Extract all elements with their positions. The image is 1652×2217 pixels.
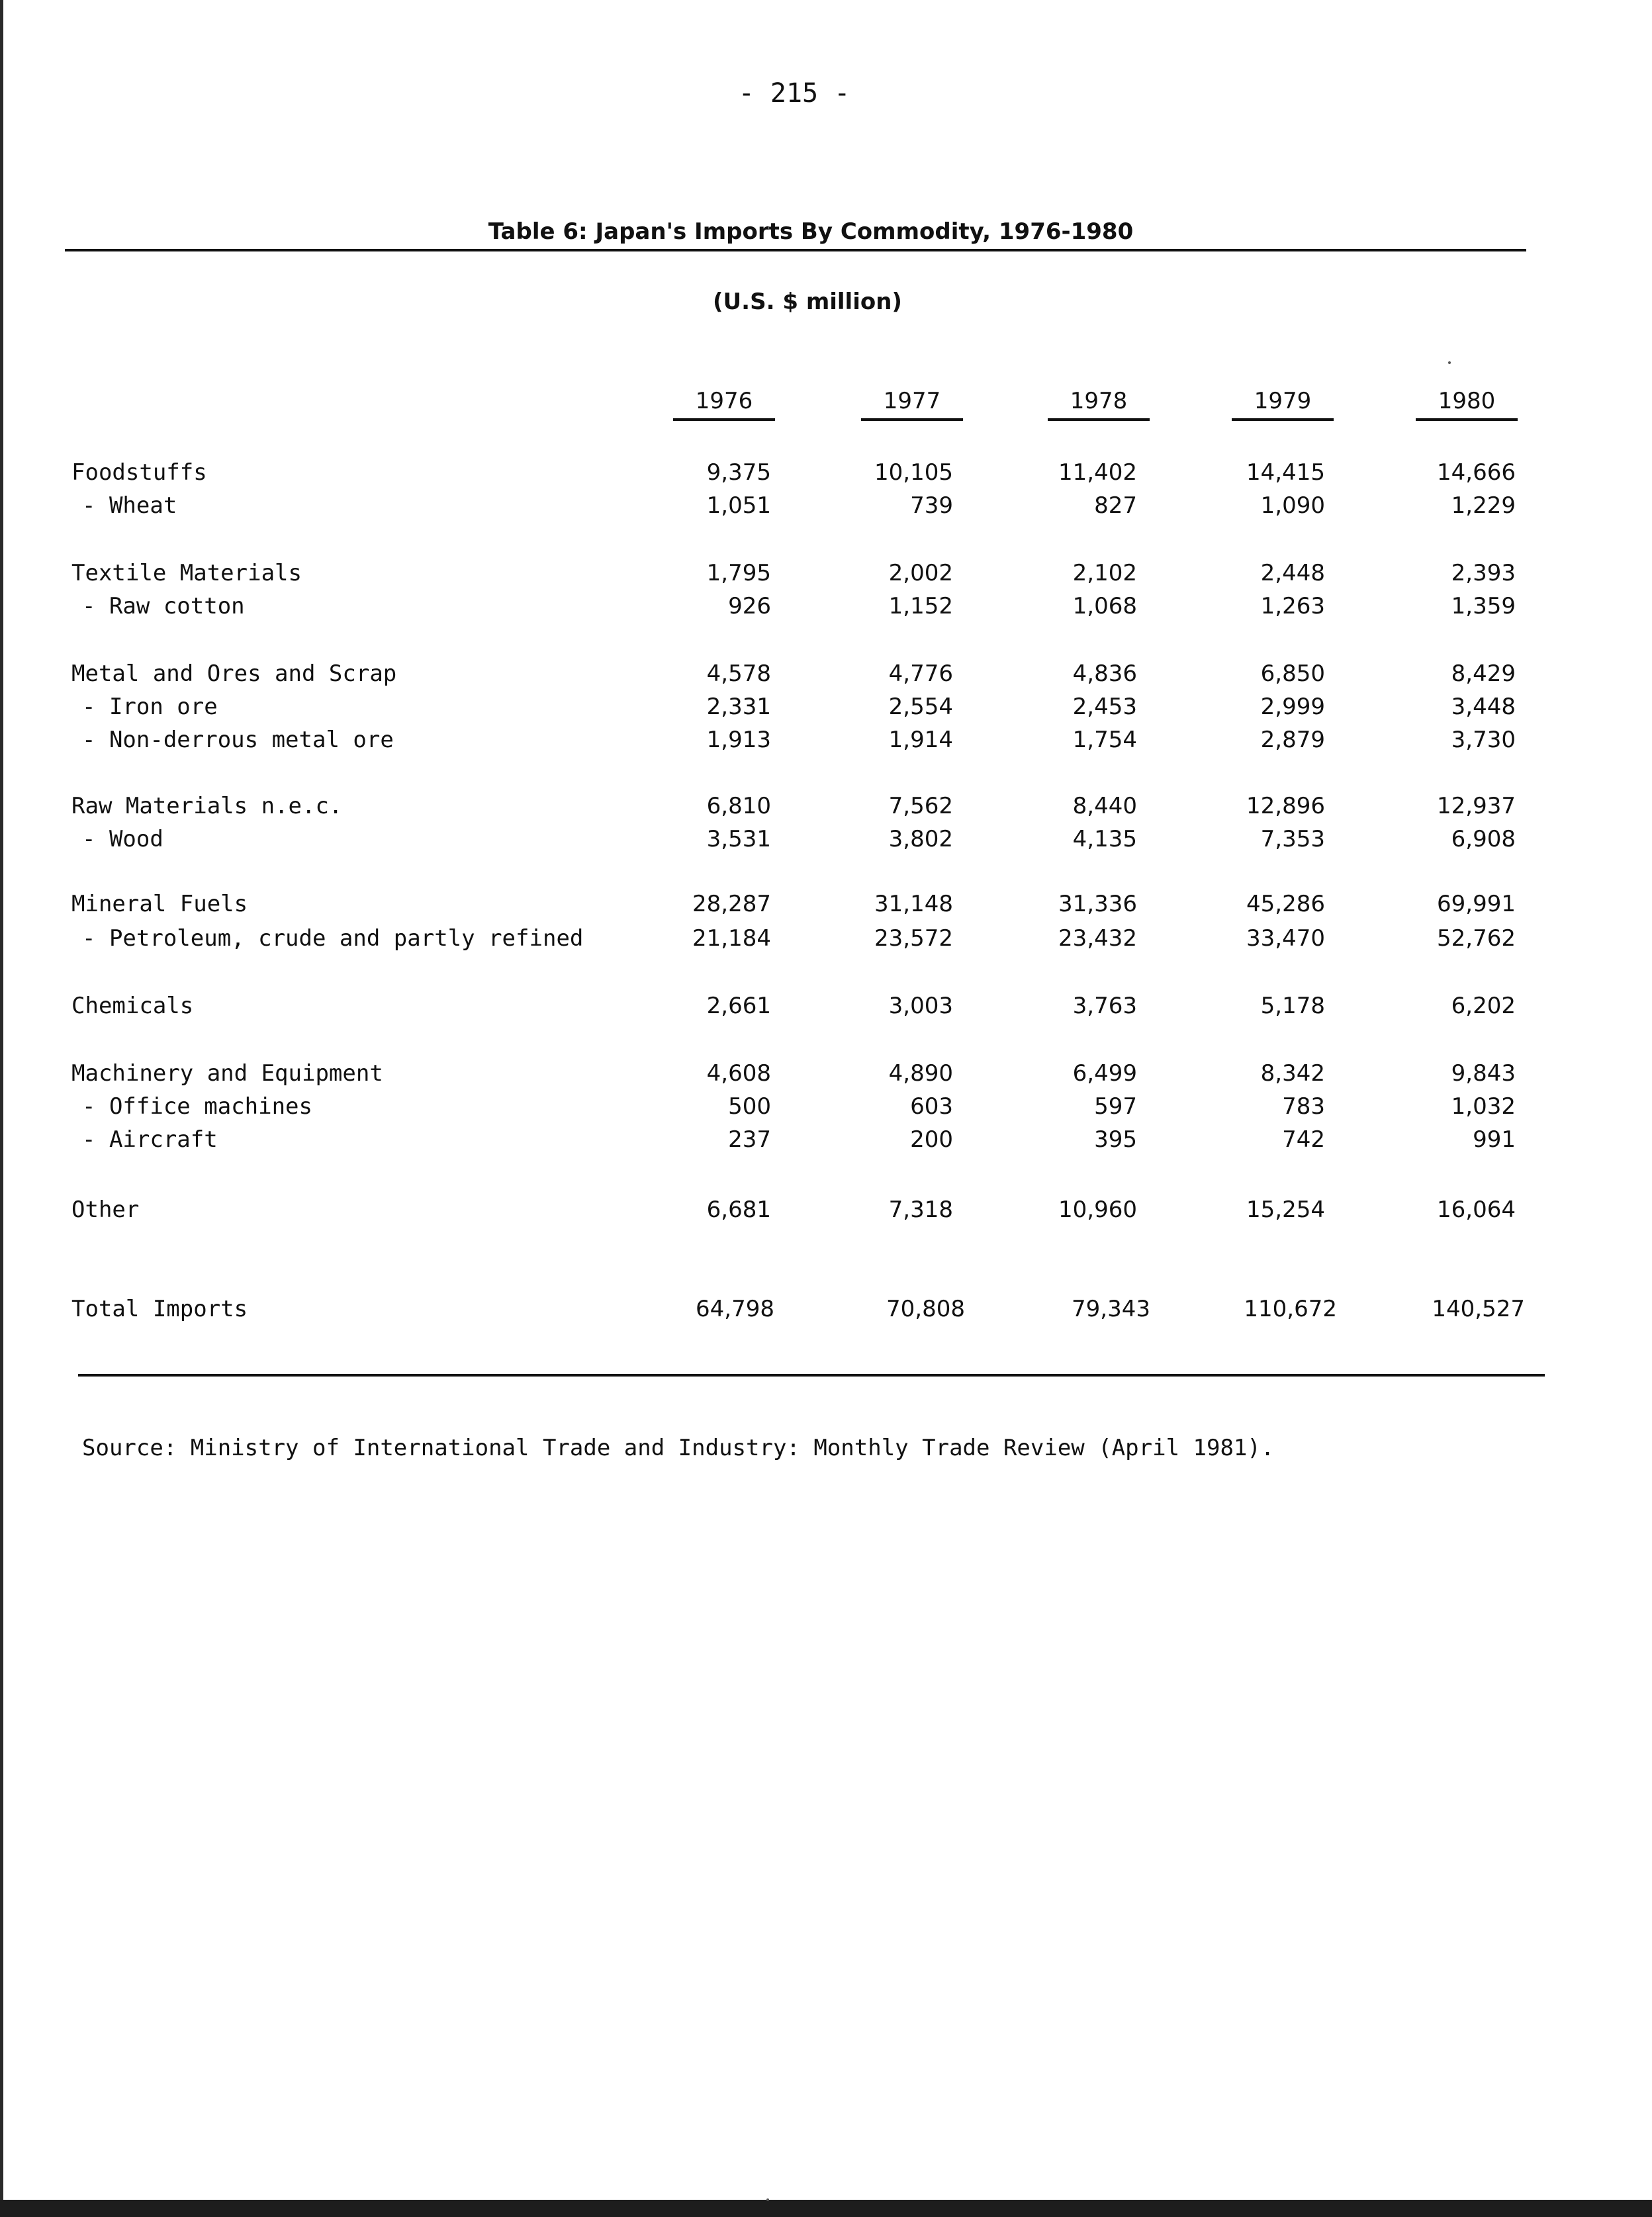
table-row bbox=[0, 727, 1652, 756]
cell-1980: 1,032 bbox=[1451, 1093, 1516, 1120]
table-title: Table 6: Japan's Imports By Commodity, 1976-1980 bbox=[488, 218, 1134, 245]
row-label: Raw Materials n.e.c. bbox=[71, 793, 343, 819]
cell-1980: 52,762 bbox=[1437, 925, 1516, 952]
cell-1980: 1,229 bbox=[1451, 492, 1516, 519]
cell-1980: 6,202 bbox=[1451, 993, 1516, 1019]
cell-1979: 783 bbox=[1282, 1093, 1325, 1120]
cell-1978: 1,754 bbox=[1072, 727, 1137, 753]
cell-1978: 1,068 bbox=[1072, 593, 1137, 619]
cell-1977: 3,003 bbox=[888, 993, 953, 1019]
page-bottom-edge bbox=[0, 2200, 1652, 2217]
row-label: Machinery and Equipment bbox=[71, 1060, 383, 1087]
row-label: Metal and Ores and Scrap bbox=[71, 660, 397, 687]
cell-1978: 11,402 bbox=[1058, 459, 1137, 486]
cell-1976: 64,798 bbox=[696, 1296, 774, 1322]
cell-1976: 21,184 bbox=[692, 925, 771, 952]
cell-1977: 2,554 bbox=[888, 694, 953, 720]
year-underline-1977 bbox=[861, 418, 963, 421]
cell-1978: 2,453 bbox=[1072, 694, 1137, 720]
cell-1977: 31,148 bbox=[874, 891, 953, 917]
row-label: Textile Materials bbox=[71, 560, 302, 586]
year-header-1977: 1977 bbox=[883, 388, 941, 414]
cell-1978: 827 bbox=[1094, 492, 1137, 519]
table-row bbox=[0, 993, 1652, 1022]
row-label: Mineral Fuels bbox=[71, 891, 248, 917]
cell-1979: 110,672 bbox=[1244, 1296, 1337, 1322]
cell-1980: 12,937 bbox=[1437, 793, 1516, 819]
table-row bbox=[0, 891, 1652, 920]
cell-1977: 10,105 bbox=[874, 459, 953, 486]
cell-1976: 2,661 bbox=[706, 993, 771, 1019]
cell-1977: 7,562 bbox=[888, 793, 953, 819]
cell-1977: 3,802 bbox=[888, 826, 953, 852]
row-label: Chemicals bbox=[71, 993, 194, 1019]
cell-1976: 3,531 bbox=[706, 826, 771, 852]
row-label: - Office machines bbox=[82, 1093, 312, 1120]
cell-1977: 4,776 bbox=[888, 660, 953, 687]
cell-1979: 7,353 bbox=[1260, 826, 1325, 852]
cell-1978: 395 bbox=[1094, 1126, 1137, 1153]
cell-1978: 79,343 bbox=[1072, 1296, 1150, 1322]
cell-1977: 7,318 bbox=[888, 1197, 953, 1223]
cell-1978: 31,336 bbox=[1058, 891, 1137, 917]
scan-speck bbox=[766, 2198, 769, 2201]
table-row bbox=[0, 826, 1652, 855]
cell-1977: 603 bbox=[910, 1093, 953, 1120]
cell-1980: 9,843 bbox=[1451, 1060, 1516, 1087]
cell-1978: 6,499 bbox=[1072, 1060, 1137, 1087]
table-units: (U.S. $ million) bbox=[713, 289, 902, 315]
year-underline-1976 bbox=[673, 418, 775, 421]
year-header-1979: 1979 bbox=[1254, 388, 1312, 414]
cell-1978: 2,102 bbox=[1072, 560, 1137, 586]
year-header-1980: 1980 bbox=[1438, 388, 1496, 414]
cell-1976: 926 bbox=[728, 593, 771, 619]
cell-1977: 739 bbox=[910, 492, 953, 519]
table-top-rule bbox=[65, 249, 1526, 251]
cell-1979: 2,879 bbox=[1260, 727, 1325, 753]
cell-1976: 4,608 bbox=[706, 1060, 771, 1087]
cell-1980: 3,448 bbox=[1451, 694, 1516, 720]
cell-1980: 2,393 bbox=[1451, 560, 1516, 586]
table-row bbox=[0, 793, 1652, 822]
cell-1979: 15,254 bbox=[1246, 1197, 1325, 1223]
cell-1980: 1,359 bbox=[1451, 593, 1516, 619]
year-underline-1978 bbox=[1048, 418, 1150, 421]
cell-1977: 70,808 bbox=[886, 1296, 965, 1322]
cell-1976: 28,287 bbox=[692, 891, 771, 917]
table-row bbox=[0, 1060, 1652, 1089]
cell-1980: 6,908 bbox=[1451, 826, 1516, 852]
cell-1976: 4,578 bbox=[706, 660, 771, 687]
cell-1977: 1,914 bbox=[888, 727, 953, 753]
table-row bbox=[0, 694, 1652, 723]
table-bottom-rule bbox=[78, 1374, 1545, 1377]
source-note: Source: Ministry of International Trade and Industry: Monthly Trade Review (April 1981). bbox=[82, 1435, 1275, 1461]
table-row bbox=[0, 560, 1652, 589]
cell-1976: 6,810 bbox=[706, 793, 771, 819]
row-label: - Wheat bbox=[82, 492, 177, 519]
cell-1979: 45,286 bbox=[1246, 891, 1325, 917]
table-row-total bbox=[0, 1296, 1652, 1325]
year-underline-1980 bbox=[1416, 418, 1518, 421]
cell-1978: 4,836 bbox=[1072, 660, 1137, 687]
cell-1980: 991 bbox=[1473, 1126, 1516, 1153]
cell-1977: 200 bbox=[910, 1126, 953, 1153]
cell-1978: 4,135 bbox=[1072, 826, 1137, 852]
row-label: Total Imports bbox=[71, 1296, 248, 1322]
cell-1976: 1,913 bbox=[706, 727, 771, 753]
cell-1979: 6,850 bbox=[1260, 660, 1325, 687]
cell-1976: 500 bbox=[728, 1093, 771, 1120]
cell-1979: 12,896 bbox=[1246, 793, 1325, 819]
row-label: Foodstuffs bbox=[71, 459, 207, 486]
cell-1977: 2,002 bbox=[888, 560, 953, 586]
table-row bbox=[0, 1126, 1652, 1155]
cell-1979: 1,090 bbox=[1260, 492, 1325, 519]
cell-1980: 16,064 bbox=[1437, 1197, 1516, 1223]
cell-1978: 3,763 bbox=[1072, 993, 1137, 1019]
table-row bbox=[0, 660, 1652, 690]
cell-1978: 597 bbox=[1094, 1093, 1137, 1120]
row-label: - Raw cotton bbox=[82, 593, 245, 619]
year-underline-1979 bbox=[1232, 418, 1334, 421]
cell-1976: 1,795 bbox=[706, 560, 771, 586]
cell-1980: 8,429 bbox=[1451, 660, 1516, 687]
cell-1976: 9,375 bbox=[706, 459, 771, 486]
cell-1978: 10,960 bbox=[1058, 1197, 1137, 1223]
cell-1979: 8,342 bbox=[1260, 1060, 1325, 1087]
cell-1979: 2,999 bbox=[1260, 694, 1325, 720]
cell-1979: 33,470 bbox=[1246, 925, 1325, 952]
table-row bbox=[0, 492, 1652, 521]
cell-1979: 742 bbox=[1282, 1126, 1325, 1153]
cell-1979: 2,448 bbox=[1260, 560, 1325, 586]
cell-1977: 23,572 bbox=[874, 925, 953, 952]
cell-1976: 2,331 bbox=[706, 694, 771, 720]
scan-speck bbox=[1448, 361, 1451, 364]
row-label: - Iron ore bbox=[82, 694, 218, 720]
cell-1980: 140,527 bbox=[1432, 1296, 1525, 1322]
cell-1976: 1,051 bbox=[706, 492, 771, 519]
cell-1977: 1,152 bbox=[888, 593, 953, 619]
cell-1978: 8,440 bbox=[1072, 793, 1137, 819]
table-row bbox=[0, 1093, 1652, 1122]
page-number: - 215 - bbox=[738, 78, 850, 109]
cell-1979: 1,263 bbox=[1260, 593, 1325, 619]
row-label: - Non-derrous metal ore bbox=[82, 727, 394, 753]
year-header-1978: 1978 bbox=[1070, 388, 1128, 414]
row-label: - Petroleum, crude and partly refined bbox=[82, 925, 584, 952]
year-header-1976: 1976 bbox=[695, 388, 753, 414]
table-row bbox=[0, 1197, 1652, 1226]
cell-1977: 4,890 bbox=[888, 1060, 953, 1087]
cell-1980: 14,666 bbox=[1437, 459, 1516, 486]
cell-1976: 237 bbox=[728, 1126, 771, 1153]
cell-1976: 6,681 bbox=[706, 1197, 771, 1223]
row-label: - Aircraft bbox=[82, 1126, 218, 1153]
cell-1980: 69,991 bbox=[1437, 891, 1516, 917]
table-row bbox=[0, 593, 1652, 622]
table-row bbox=[0, 459, 1652, 488]
cell-1979: 14,415 bbox=[1246, 459, 1325, 486]
row-label: Other bbox=[71, 1197, 140, 1223]
cell-1980: 3,730 bbox=[1451, 727, 1516, 753]
table-row bbox=[0, 925, 1652, 954]
cell-1978: 23,432 bbox=[1058, 925, 1137, 952]
row-label: - Wood bbox=[82, 826, 163, 852]
cell-1979: 5,178 bbox=[1260, 993, 1325, 1019]
